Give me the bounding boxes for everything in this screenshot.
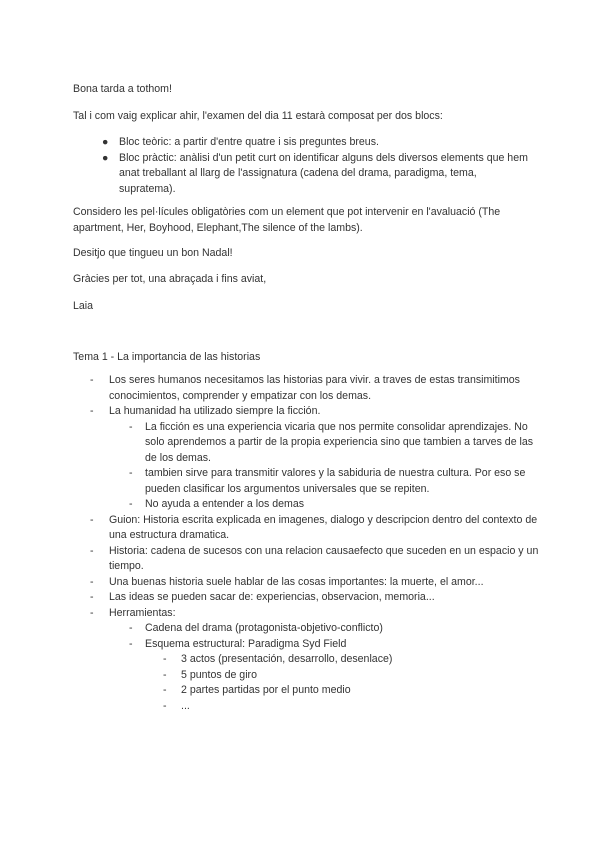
list-item-text: 5 puntos de giro [181, 668, 257, 681]
dash-icon: - [129, 637, 133, 650]
exam-blocks-list [73, 135, 533, 197]
bullet-icon: ● [102, 151, 109, 164]
list-item [73, 513, 543, 544]
notes-outline [73, 373, 543, 714]
list-item [73, 497, 543, 513]
list-item [73, 621, 543, 637]
list-item [73, 373, 543, 404]
dash-icon: - [163, 668, 167, 681]
list-item-text: Los seres humanos necesitamos las historias para vivir. a traves de estas transimitimos conocimientos, comprender y empatizar con los demas. [109, 374, 520, 402]
dash-icon: - [163, 699, 167, 712]
list-item-text: Una buenas historia suele hablar de las cosas importantes: la muerte, el amor... [109, 575, 484, 588]
list-item [73, 575, 543, 591]
dash-icon: - [129, 467, 133, 479]
list-item-text: tambien sirve para transmitir valores y la sabiduria de nuestra cultura. Por eso se pueden clasificar los argumentos universales que se repiten. [145, 467, 526, 495]
list-item [73, 420, 543, 467]
dash-icon: - [90, 513, 94, 526]
dash-icon: - [90, 374, 94, 386]
dash-icon: - [90, 606, 94, 619]
list-item-text: Herramientas: [109, 606, 176, 619]
dash-icon: - [129, 420, 133, 433]
list-item [73, 135, 533, 151]
dash-icon: - [163, 684, 167, 696]
letter-films-note: Considero les pel·lícules obligatòries com un element que pot intervenir en l'avaluació (The apartment, Her, Boyhood, Elephant,The silence of the lambs). [73, 206, 501, 234]
dash-icon: - [163, 653, 167, 665]
list-item-text: Historia: cadena de sucesos con una relacion causaefecto que suceden en un espacio y un tiempo. [109, 544, 539, 572]
list-item-text: 3 actos (presentación, desarrollo, desenlace) [181, 653, 393, 665]
list-item-text: Bloc pràctic: anàlisi d'un petit curt on identificar alguns dels diversos elements que hem anat treballant al llarg de l'assignatura (cadena del drama, paradigma, tema, supratema). [119, 151, 528, 195]
list-item [73, 652, 543, 668]
list-item [73, 590, 543, 606]
list-item [73, 404, 543, 420]
dash-icon: - [90, 544, 94, 557]
letter-greeting: Bona tarda a tothom! [73, 83, 172, 95]
list-item-text: Las ideas se pueden sacar de: experiencias, observacion, memoria... [109, 591, 435, 603]
dash-icon: - [90, 591, 94, 603]
dash-icon: - [90, 575, 94, 588]
list-item-text: La ficción es una experiencia vicaria que nos permite consolidar aprendizajes. No solo aprendemos a partir de la propia experiencia sino que tambien a tarves de las de los demas. [145, 420, 534, 464]
letter-thanks: Gràcies per tot, una abraçada i fins aviat, [73, 273, 267, 285]
list-item [73, 151, 533, 198]
list-item-text: Bloc teòric: a partir d'entre quatre i sis preguntes breus. [119, 136, 379, 148]
list-item [73, 668, 543, 684]
notes-title: Tema 1 - La importancia de las historias [73, 351, 261, 363]
list-item-text: La humanidad ha utilizado siempre la ficción. [109, 405, 321, 417]
list-item-text: ... [181, 699, 190, 712]
dash-icon: - [90, 405, 94, 417]
list-item [73, 637, 543, 653]
list-item-text: Guion: Historia escrita explicada en imagenes, dialogo y descripcion dentro del contexto de una estructura dramatica. [109, 513, 538, 541]
list-item-text: Cadena del drama (protagonista-objetivo-conflicto) [145, 622, 383, 634]
list-item [73, 606, 543, 622]
list-item [73, 699, 543, 715]
list-item [73, 544, 543, 575]
list-item-text: Esquema estructural: Paradigma Syd Field [145, 637, 347, 650]
list-item-text: No ayuda a entender a los demas [145, 498, 305, 510]
dash-icon: - [129, 622, 133, 634]
list-item [73, 683, 543, 699]
letter-intro: Tal i com vaig explicar ahir, l'examen del dia 11 estarà composat per dos blocs: [73, 110, 443, 122]
bullet-icon: ● [102, 136, 109, 148]
dash-icon: - [129, 498, 133, 510]
letter-signature: Laia [73, 300, 94, 312]
list-item [73, 466, 543, 497]
letter-wishes: Desitjo que tingueu un bon Nadal! [73, 247, 233, 259]
list-item-text: 2 partes partidas por el punto medio [181, 684, 351, 696]
